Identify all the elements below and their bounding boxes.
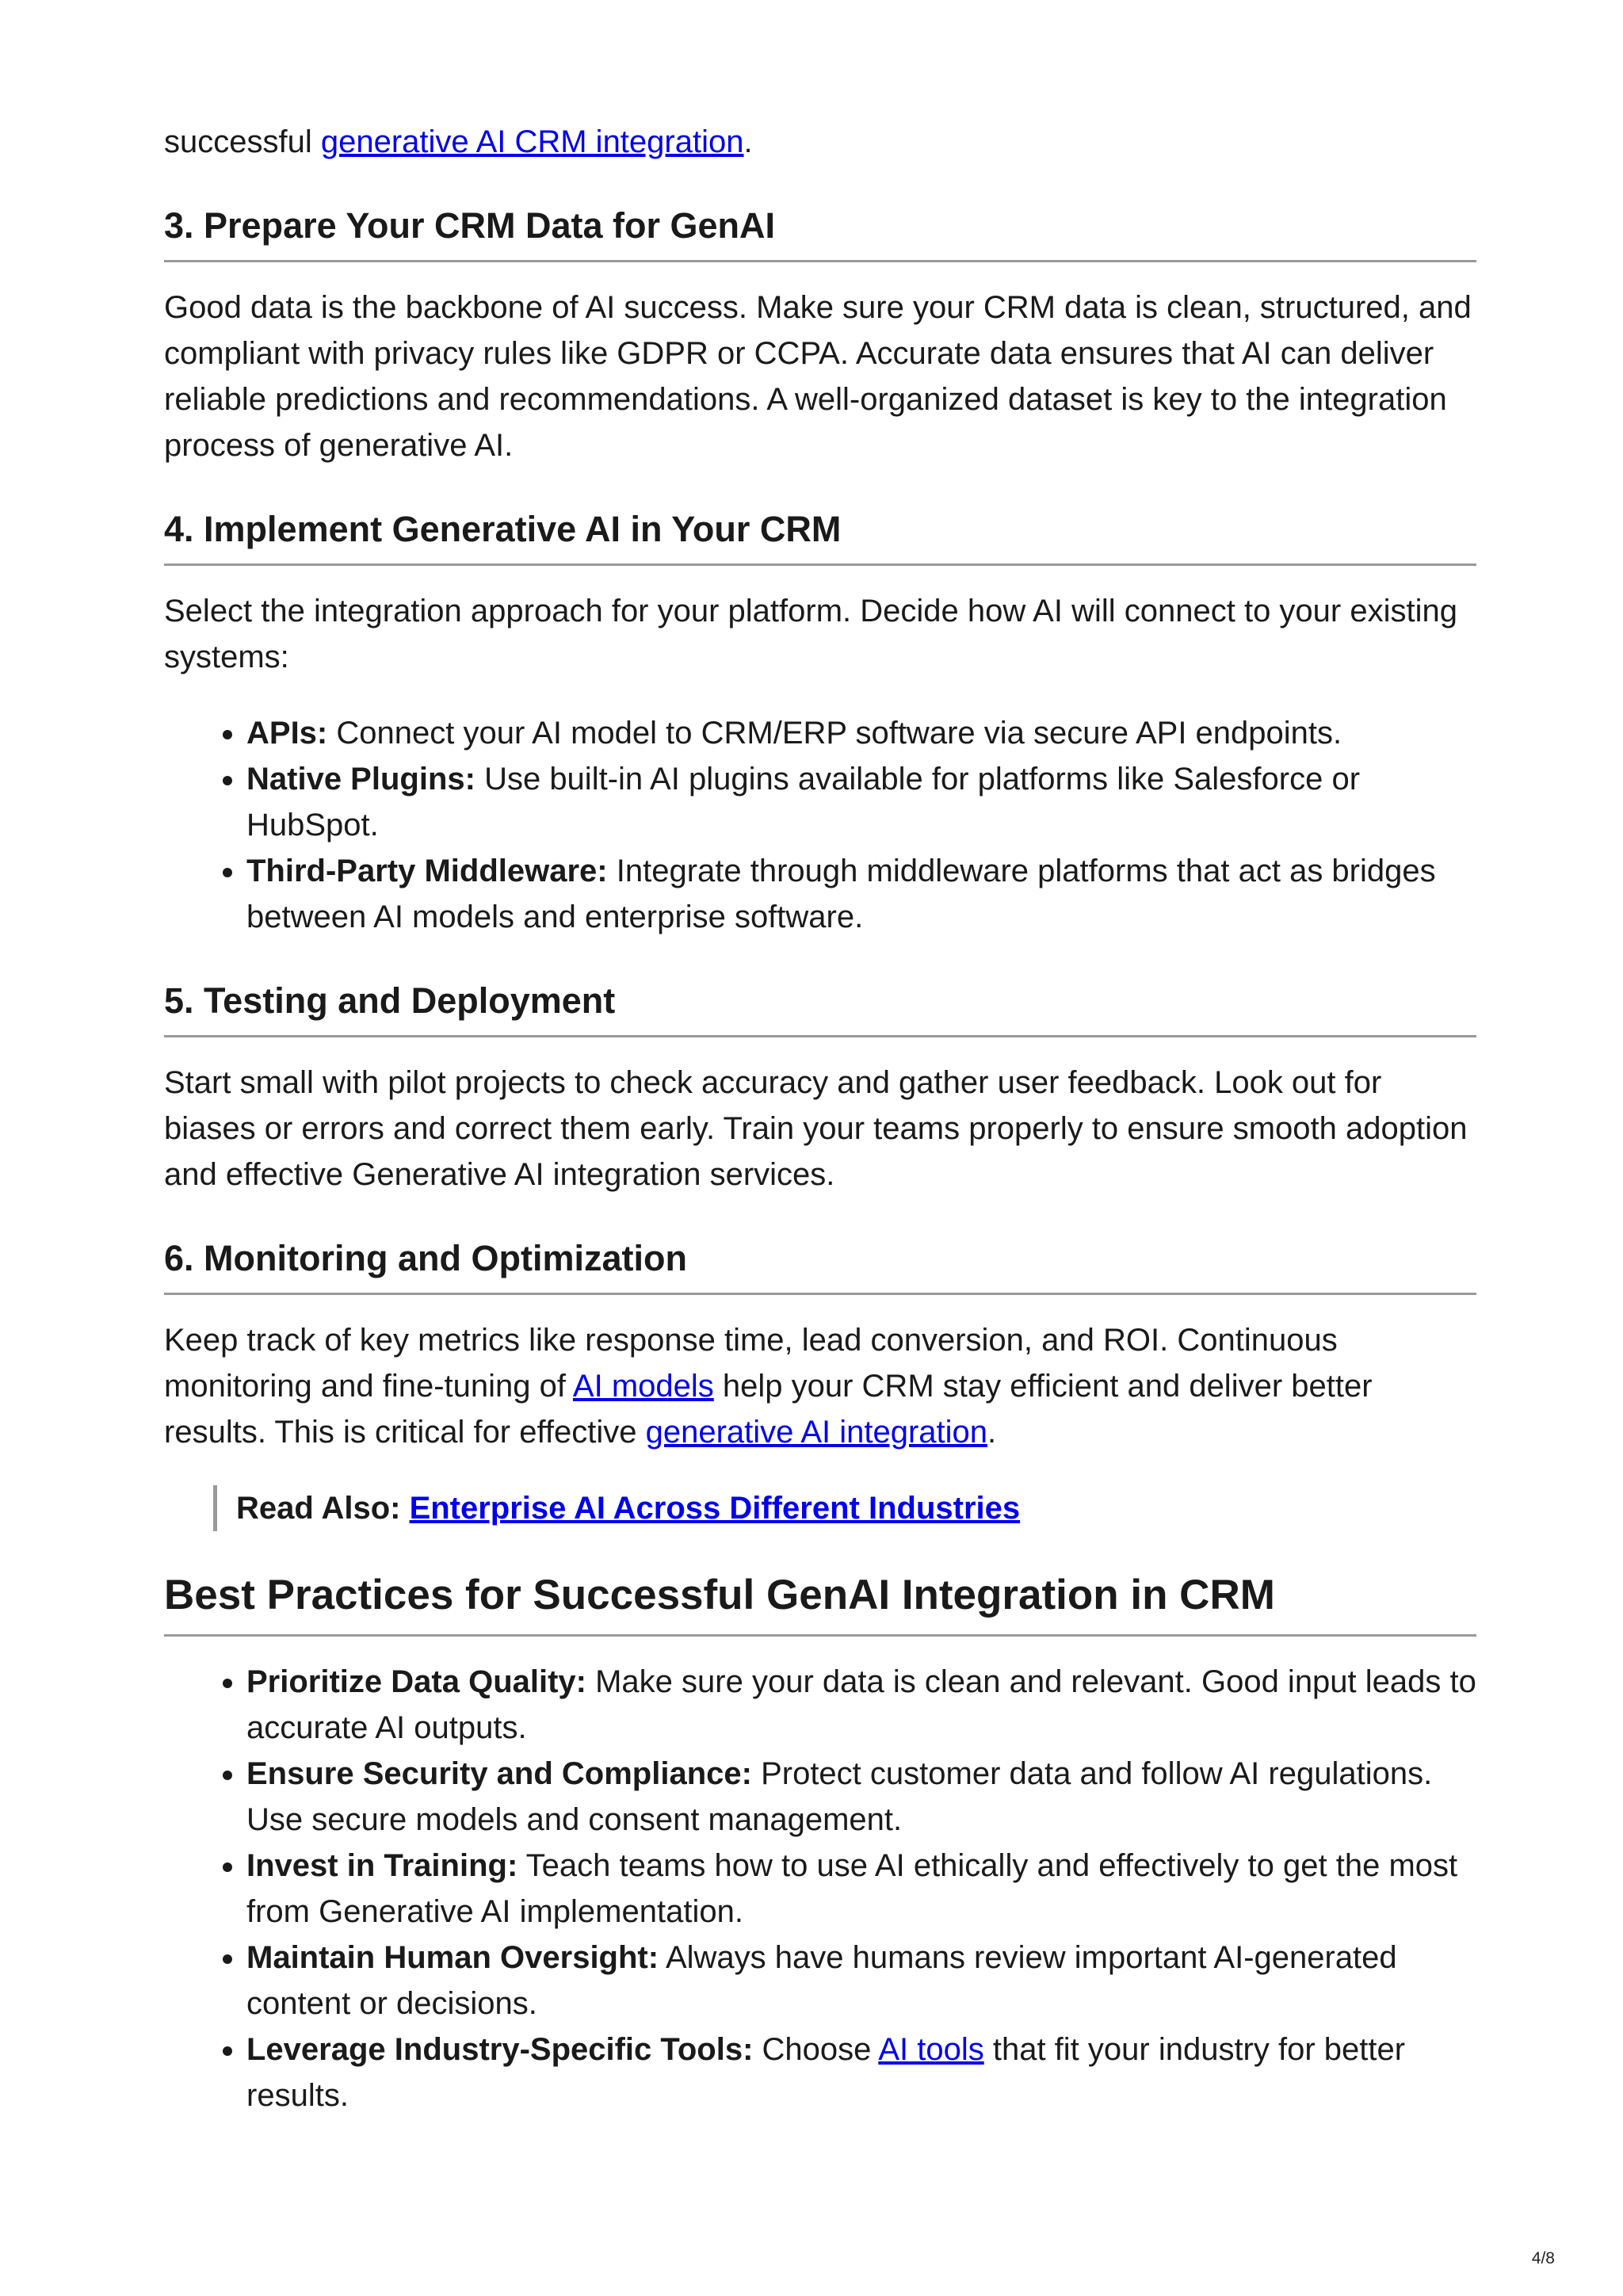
section-4-heading: 4. Implement Generative AI in Your CRM [164,506,1476,566]
page-number: 4/8 [1531,2249,1555,2267]
generative-ai-crm-integration-link[interactable]: generative AI CRM integration [320,124,744,159]
list-item: • Prioritize Data Quality: Make sure your data is clean and relevant. Good input leads to accurate AI outputs. [246,1659,1476,1751]
list-item: • Third-Party Middleware: Integrate through middleware platforms that act as bridges between AI models and enterprise software. [246,848,1476,940]
list-item: • Maintain Human Oversight: Always have humans review important AI-generated content or decisions. [246,1935,1476,2027]
list-item: • APIs: Connect your AI model to CRM/ERP software via secure API endpoints. [246,710,1476,756]
ai-tools-link[interactable]: AI tools [878,2032,984,2067]
enterprise-ai-industries-link[interactable]: Enterprise AI Across Different Industries [409,1491,1021,1526]
section-5-heading: 5. Testing and Deployment [164,978,1476,1037]
generative-ai-integration-link[interactable]: generative AI integration [645,1415,988,1450]
section-3-body: Good data is the backbone of AI success. Make sure your CRM data is clean, structured, and compliant with privacy rules like GDPR or CCPA. Accurate data ensures that AI can deliver reliable predictions and recommendations. A well-organized dataset is key to the integration process of generative AI. [164,290,1472,463]
best-practices-list [164,1659,1476,2118]
section-5-body: Start small with pilot projects to check accuracy and gather user feedback. Look out for biases or errors and correct them early. Train your teams properly to ensure smooth adoption and effective Generative AI integration services. [164,1065,1468,1192]
intro-paragraph: successful generative AI CRM integration. [164,124,753,159]
section-3-heading: 3. Prepare Your CRM Data for GenAI [164,203,1476,262]
best-practices-heading: Best Practices for Successful GenAI Integration in CRM [164,1569,1476,1637]
section-4-body: Select the integration approach for your platform. Decide how AI will connect to your existing systems: [164,594,1457,674]
list-item: • Ensure Security and Compliance: Protect customer data and follow AI regulations. Use secure models and consent management. [246,1751,1476,1843]
section-6-heading: 6. Monitoring and Optimization [164,1236,1476,1295]
section-6-body: Keep track of key metrics like response time, lead conversion, and ROI. Continuous monitoring and fine-tuning of AI models help your CRM stay efficient and deliver better results. This is critical for effective generative AI integration. [164,1323,1373,1450]
document-page [164,119,1476,2118]
ai-models-link[interactable]: AI models [572,1369,714,1404]
list-item: • Native Plugins: Use built-in AI plugins available for platforms like Salesforce or HubSpot. [246,756,1476,848]
read-also-blockquote: Read Also: Enterprise AI Across Different Industries [213,1485,1476,1531]
list-item: • Leverage Industry-Specific Tools: Choose AI tools that fit your industry for better results. [246,2027,1476,2118]
list-item: • Invest in Training: Teach teams how to use AI ethically and effectively to get the most from Generative AI implementation. [246,1843,1476,1935]
integration-approach-list [164,710,1476,940]
